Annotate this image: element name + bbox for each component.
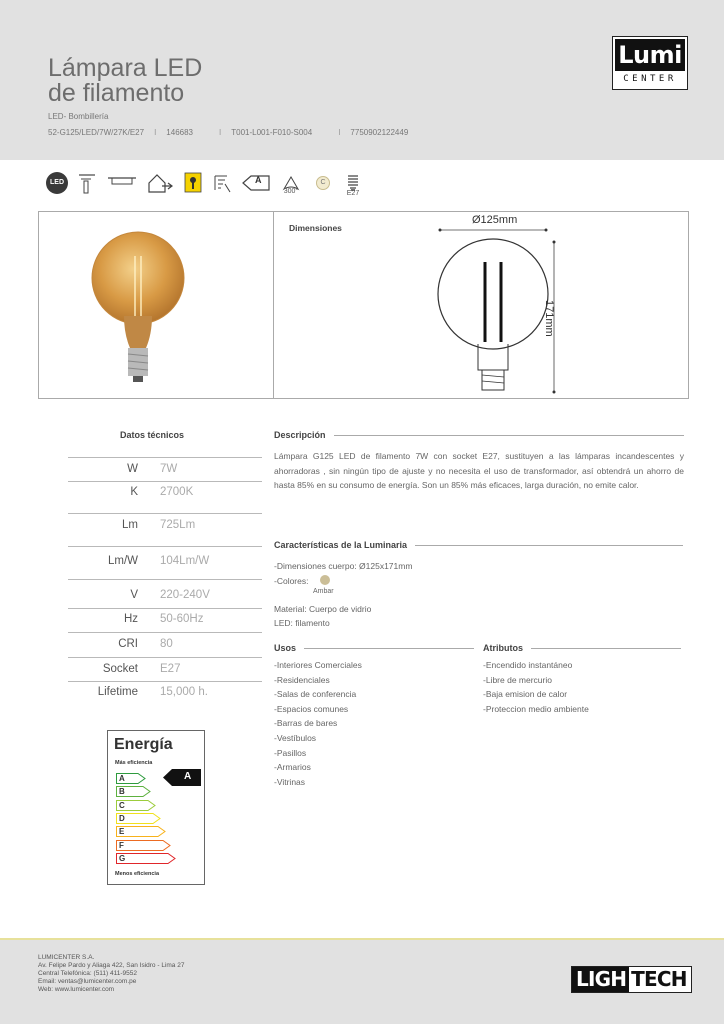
dimensions-label: Dimensiones xyxy=(289,223,342,233)
feature-material: Material: Cuerpo de vidrio xyxy=(274,604,372,614)
usos-title: Usos xyxy=(274,643,297,653)
feature-dimensions: -Dimensiones cuerpo: Ø125x171mm xyxy=(274,561,413,571)
tech-key: CRI xyxy=(118,638,138,650)
list-item: -Proteccion medio ambiente xyxy=(483,703,589,714)
features-title: Características de la Luminaria xyxy=(274,540,408,550)
dimension-drawing xyxy=(430,222,560,396)
list-item: -Interiores Comerciales xyxy=(274,660,362,670)
tech-row xyxy=(68,515,262,537)
heading-rule xyxy=(531,648,681,649)
feature-led: LED: filamento xyxy=(274,618,330,628)
energy-class-bar xyxy=(116,853,176,864)
tech-key: Lm xyxy=(122,519,138,531)
code-sku: 146683 xyxy=(166,128,193,137)
tech-value: 80 xyxy=(160,638,173,650)
beam-angle-icon xyxy=(278,172,304,194)
title-line-2: de filamento xyxy=(48,79,185,107)
list-item: -Vitrinas xyxy=(274,776,306,787)
energy-class-bar xyxy=(116,773,146,784)
code-family: T001-L001-F010-S004 xyxy=(231,128,313,137)
divider xyxy=(68,546,262,547)
tech-value: 220-240V xyxy=(160,589,210,601)
tech-key: Lifetime xyxy=(97,686,138,698)
atributos-list xyxy=(483,658,589,716)
footer-company: LUMICENTER S.A. xyxy=(38,954,95,961)
energy-more-efficiency: Más eficiencia xyxy=(115,760,153,766)
list-item: -Vestíbulos xyxy=(274,732,317,743)
color-name: Ambar xyxy=(313,588,334,595)
energy-class-letter: F xyxy=(119,840,124,850)
tech-value: 725Lm xyxy=(160,519,196,531)
tech-value: E27 xyxy=(160,663,181,675)
divider xyxy=(68,457,262,458)
usos-list xyxy=(274,658,362,789)
features-heading xyxy=(274,540,683,550)
dimension-width: Ø125mm xyxy=(472,214,518,226)
dimension-height: 171mm xyxy=(543,300,555,337)
footer-email: Email: ventas@lumicenter.com.pe xyxy=(38,978,137,985)
energy-class-letter: A xyxy=(255,175,262,185)
lumicenter-logo xyxy=(612,36,688,90)
tech-row xyxy=(68,551,262,573)
footer-contact xyxy=(38,954,184,994)
tech-key: K xyxy=(130,486,138,498)
lightech-logo-part-b: TECH xyxy=(631,967,687,991)
divider xyxy=(68,632,262,633)
tech-value: 7W xyxy=(160,463,178,475)
tech-key: V xyxy=(130,589,138,601)
heading-rule xyxy=(334,435,684,436)
page-title xyxy=(48,56,202,106)
tech-key: Socket xyxy=(102,663,138,675)
led-badge-text: LED xyxy=(46,172,68,194)
code-model: 52-G125/LED/7W/27K/E27 xyxy=(48,128,145,137)
tech-row xyxy=(68,659,262,681)
energy-class-bar xyxy=(116,800,156,811)
list-item: -Barras de bares xyxy=(274,718,338,729)
socket-icon xyxy=(342,172,364,197)
energy-title: Energía xyxy=(114,736,173,753)
recessed-mount-icon xyxy=(106,172,138,194)
socket-label: E27 xyxy=(346,190,360,197)
tech-row xyxy=(68,482,262,504)
tech-value: 15,000 h. xyxy=(160,686,208,698)
product-photo xyxy=(88,216,188,392)
description-text: Lámpara G125 LED de filamento 7W con socket E27, sustituyen a las lámparas incandescentes y ahorradoras , sin ningún tipo de ajuste y no necesita el uso de transformador, así obtendrá un ahorro de hasta 85% en su consumo de energía. Son un 85% más eficaces, larga duración, no emite calor. xyxy=(274,451,684,490)
energy-class-arrow xyxy=(116,840,171,851)
list-item: -Baja emision de calor xyxy=(483,689,568,700)
energy-class-bar xyxy=(116,840,171,851)
energy-class-letter: C xyxy=(119,800,125,810)
tech-value: 104Lm/W xyxy=(160,555,210,567)
panel-divider xyxy=(273,211,274,399)
indoor-use-icon xyxy=(146,172,174,194)
energy-label xyxy=(107,730,205,885)
list-item: -Armarios xyxy=(274,762,311,773)
dimmable-icon xyxy=(212,172,234,194)
usos-heading xyxy=(274,643,474,653)
list-item: -Salas de conferencia xyxy=(274,689,357,700)
list-item: -Encendido instantáneo xyxy=(483,660,573,670)
energy-class-letter: B xyxy=(119,787,125,797)
list-item: -Residenciales xyxy=(274,674,330,685)
atributos-title: Atributos xyxy=(483,643,523,653)
lightech-logo-part-a: LIGH xyxy=(572,967,629,992)
heading-rule xyxy=(304,648,474,649)
logo-wordmark: Lumi xyxy=(615,39,685,71)
energy-class-icon xyxy=(242,172,270,194)
beam-angle-label: 300° xyxy=(283,188,299,195)
color-temp-badge: C xyxy=(316,176,330,190)
lightech-logo xyxy=(571,966,692,993)
tech-row xyxy=(68,459,262,481)
atributos-heading xyxy=(483,643,681,653)
list-item: -Libre de mercurio xyxy=(483,674,552,685)
footer-phone: Central Telefónica: (511) 411-9552 xyxy=(38,970,138,977)
heading-rule xyxy=(415,545,683,546)
code-ean: 7750902122449 xyxy=(350,128,409,137)
footer-address: Av. Felipe Pardo y Aliaga 422, San Isidro - Lima 27 xyxy=(38,962,185,969)
energy-class-letter: E xyxy=(119,827,125,837)
tech-row xyxy=(68,682,262,704)
energy-rating-arrow xyxy=(163,769,201,786)
title-line-1: Lámpara LED xyxy=(48,54,203,82)
list-item: -Espacios comunes xyxy=(274,703,349,714)
energy-class-letter: D xyxy=(119,813,125,823)
feature-icon-row xyxy=(46,172,364,208)
ceiling-mount-icon xyxy=(76,172,98,194)
color-temp-icon xyxy=(312,172,334,194)
divider xyxy=(68,579,262,580)
energy-rating: A xyxy=(184,771,192,782)
energy-class-bar xyxy=(116,786,151,797)
tech-row xyxy=(68,609,262,631)
tech-value: 2700K xyxy=(160,486,194,498)
code-separator: I xyxy=(154,128,157,137)
divider xyxy=(68,513,262,514)
tech-row xyxy=(68,585,262,607)
description-heading xyxy=(274,430,684,440)
energy-less-efficiency: Menos eficiencia xyxy=(115,871,160,877)
energy-class-letter: G xyxy=(119,853,126,863)
energy-class-letter: A xyxy=(119,774,125,783)
tech-key: W xyxy=(127,463,138,475)
tech-key: Lm/W xyxy=(107,555,138,567)
logo-subtext: CENTER xyxy=(623,74,677,84)
tech-value: 50-60Hz xyxy=(160,613,204,625)
description-title: Descripción xyxy=(274,430,326,440)
bulb-key-icon xyxy=(182,172,204,194)
led-icon xyxy=(46,172,68,194)
energy-class-bar xyxy=(116,813,161,824)
tech-data-title: Datos técnicos xyxy=(119,430,185,440)
list-item: -Pasillos xyxy=(274,747,307,758)
divider xyxy=(68,657,262,658)
color-swatch-amber xyxy=(320,575,330,585)
tech-key: Hz xyxy=(123,613,138,625)
energy-class-bar xyxy=(116,826,166,837)
product-codes xyxy=(48,128,408,137)
code-separator: I xyxy=(338,128,341,137)
product-category: LED- Bombillería xyxy=(48,112,109,121)
tech-row xyxy=(68,634,262,656)
footer-web: Web: www.lumicenter.com xyxy=(38,986,115,993)
feature-colors-label: -Colores: xyxy=(274,576,309,586)
code-separator: I xyxy=(219,128,222,137)
